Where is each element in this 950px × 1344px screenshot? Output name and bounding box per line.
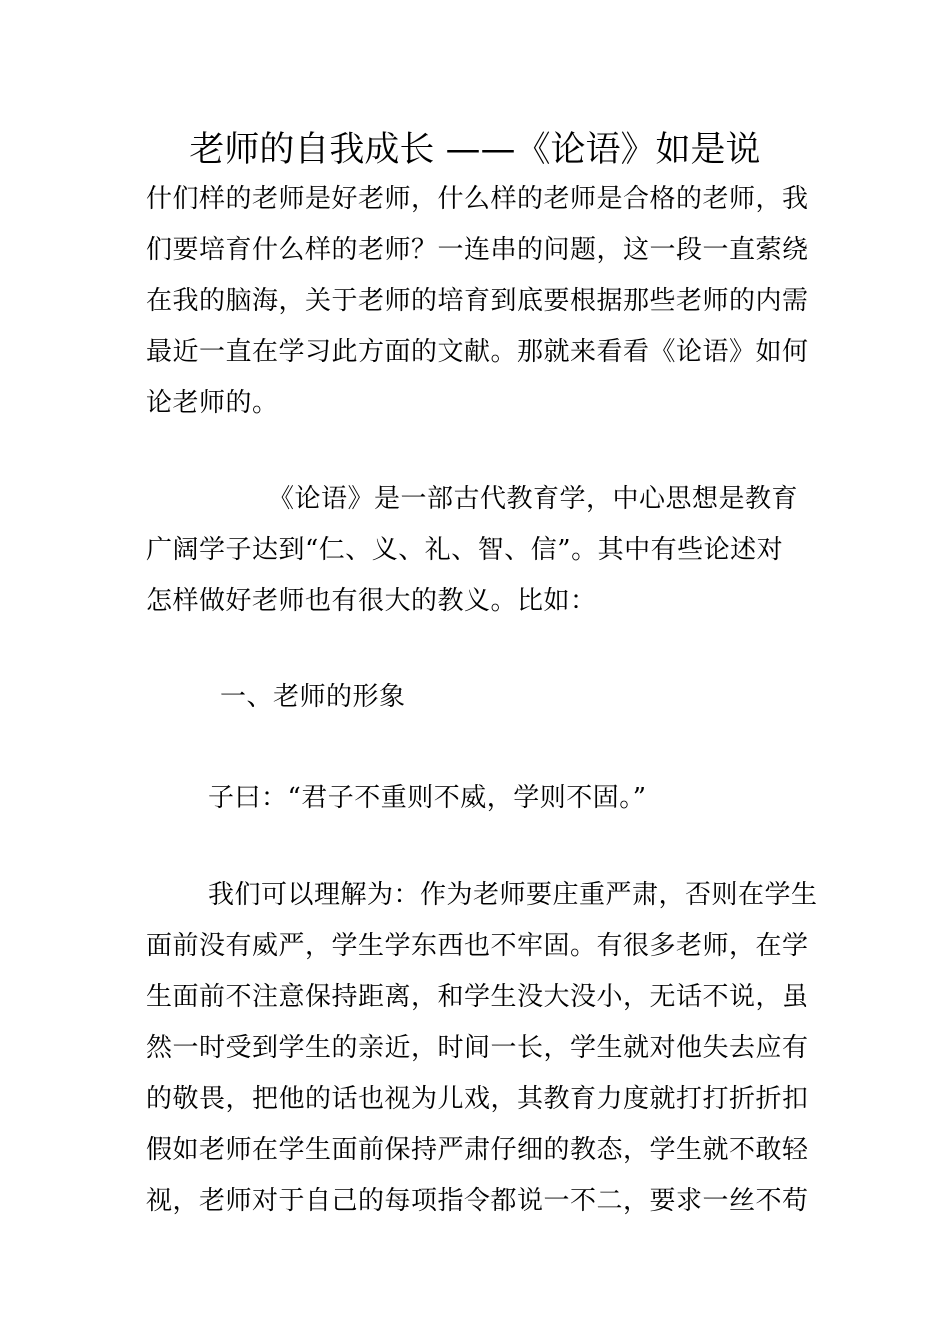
paragraph-5-line-7: 视，老师对于自己的每项指令都说一不二，要求一丝不苟 xyxy=(146,1186,809,1216)
paragraph-2-line-2: 广阔学子达到“仁、义、礼、智、信”。其中有些论述对 xyxy=(146,535,784,565)
document-title: 老师的自我成长 ——《论语》如是说 xyxy=(189,130,761,170)
paragraph-1-line-3: 在我的脑海，关于老师的培育到底要根据那些老师的内需 xyxy=(146,286,809,316)
quote-line: 子曰：“君子不重则不威，学则不固。” xyxy=(208,783,647,813)
paragraph-2-line-1: 《论语》是一部古代教育学，中心思想是教育 xyxy=(268,484,799,514)
paragraph-1-line-5: 论老师的。 xyxy=(146,388,279,418)
paragraph-5-line-4: 然一时受到学生的亲近，时间一长，学生就对他失去应有 xyxy=(146,1033,809,1063)
paragraph-5-line-3: 生面前不注意保持距离，和学生没大没小，无话不说，虽 xyxy=(146,982,809,1012)
paragraph-5-line-6: 假如老师在学生面前保持严肃仔细的教态，学生就不敢轻 xyxy=(146,1135,809,1165)
paragraph-1-line-1: 什们样的老师是好老师，什么样的老师是合格的老师，我 xyxy=(146,184,809,214)
paragraph-2-line-3: 怎样做好老师也有很大的教义。比如： xyxy=(146,586,597,616)
paragraph-5-line-5: 的敬畏，把他的话也视为儿戏，其教育力度就打打折折扣 xyxy=(146,1084,809,1114)
paragraph-5-line-2: 面前没有威严，学生学东西也不牢固。有很多老师，在学 xyxy=(146,931,809,961)
paragraph-1-line-4: 最近一直在学习此方面的文献。那就来看看《论语》如何 xyxy=(146,337,809,367)
section-heading: 一、老师的形象 xyxy=(220,682,406,712)
paragraph-1-line-2: 们要培育什么样的老师？一连串的问题，这一段一直萦绕 xyxy=(146,235,809,265)
paragraph-5-line-1: 我们可以理解为：作为老师要庄重严肃，否则在学生 xyxy=(208,880,818,910)
